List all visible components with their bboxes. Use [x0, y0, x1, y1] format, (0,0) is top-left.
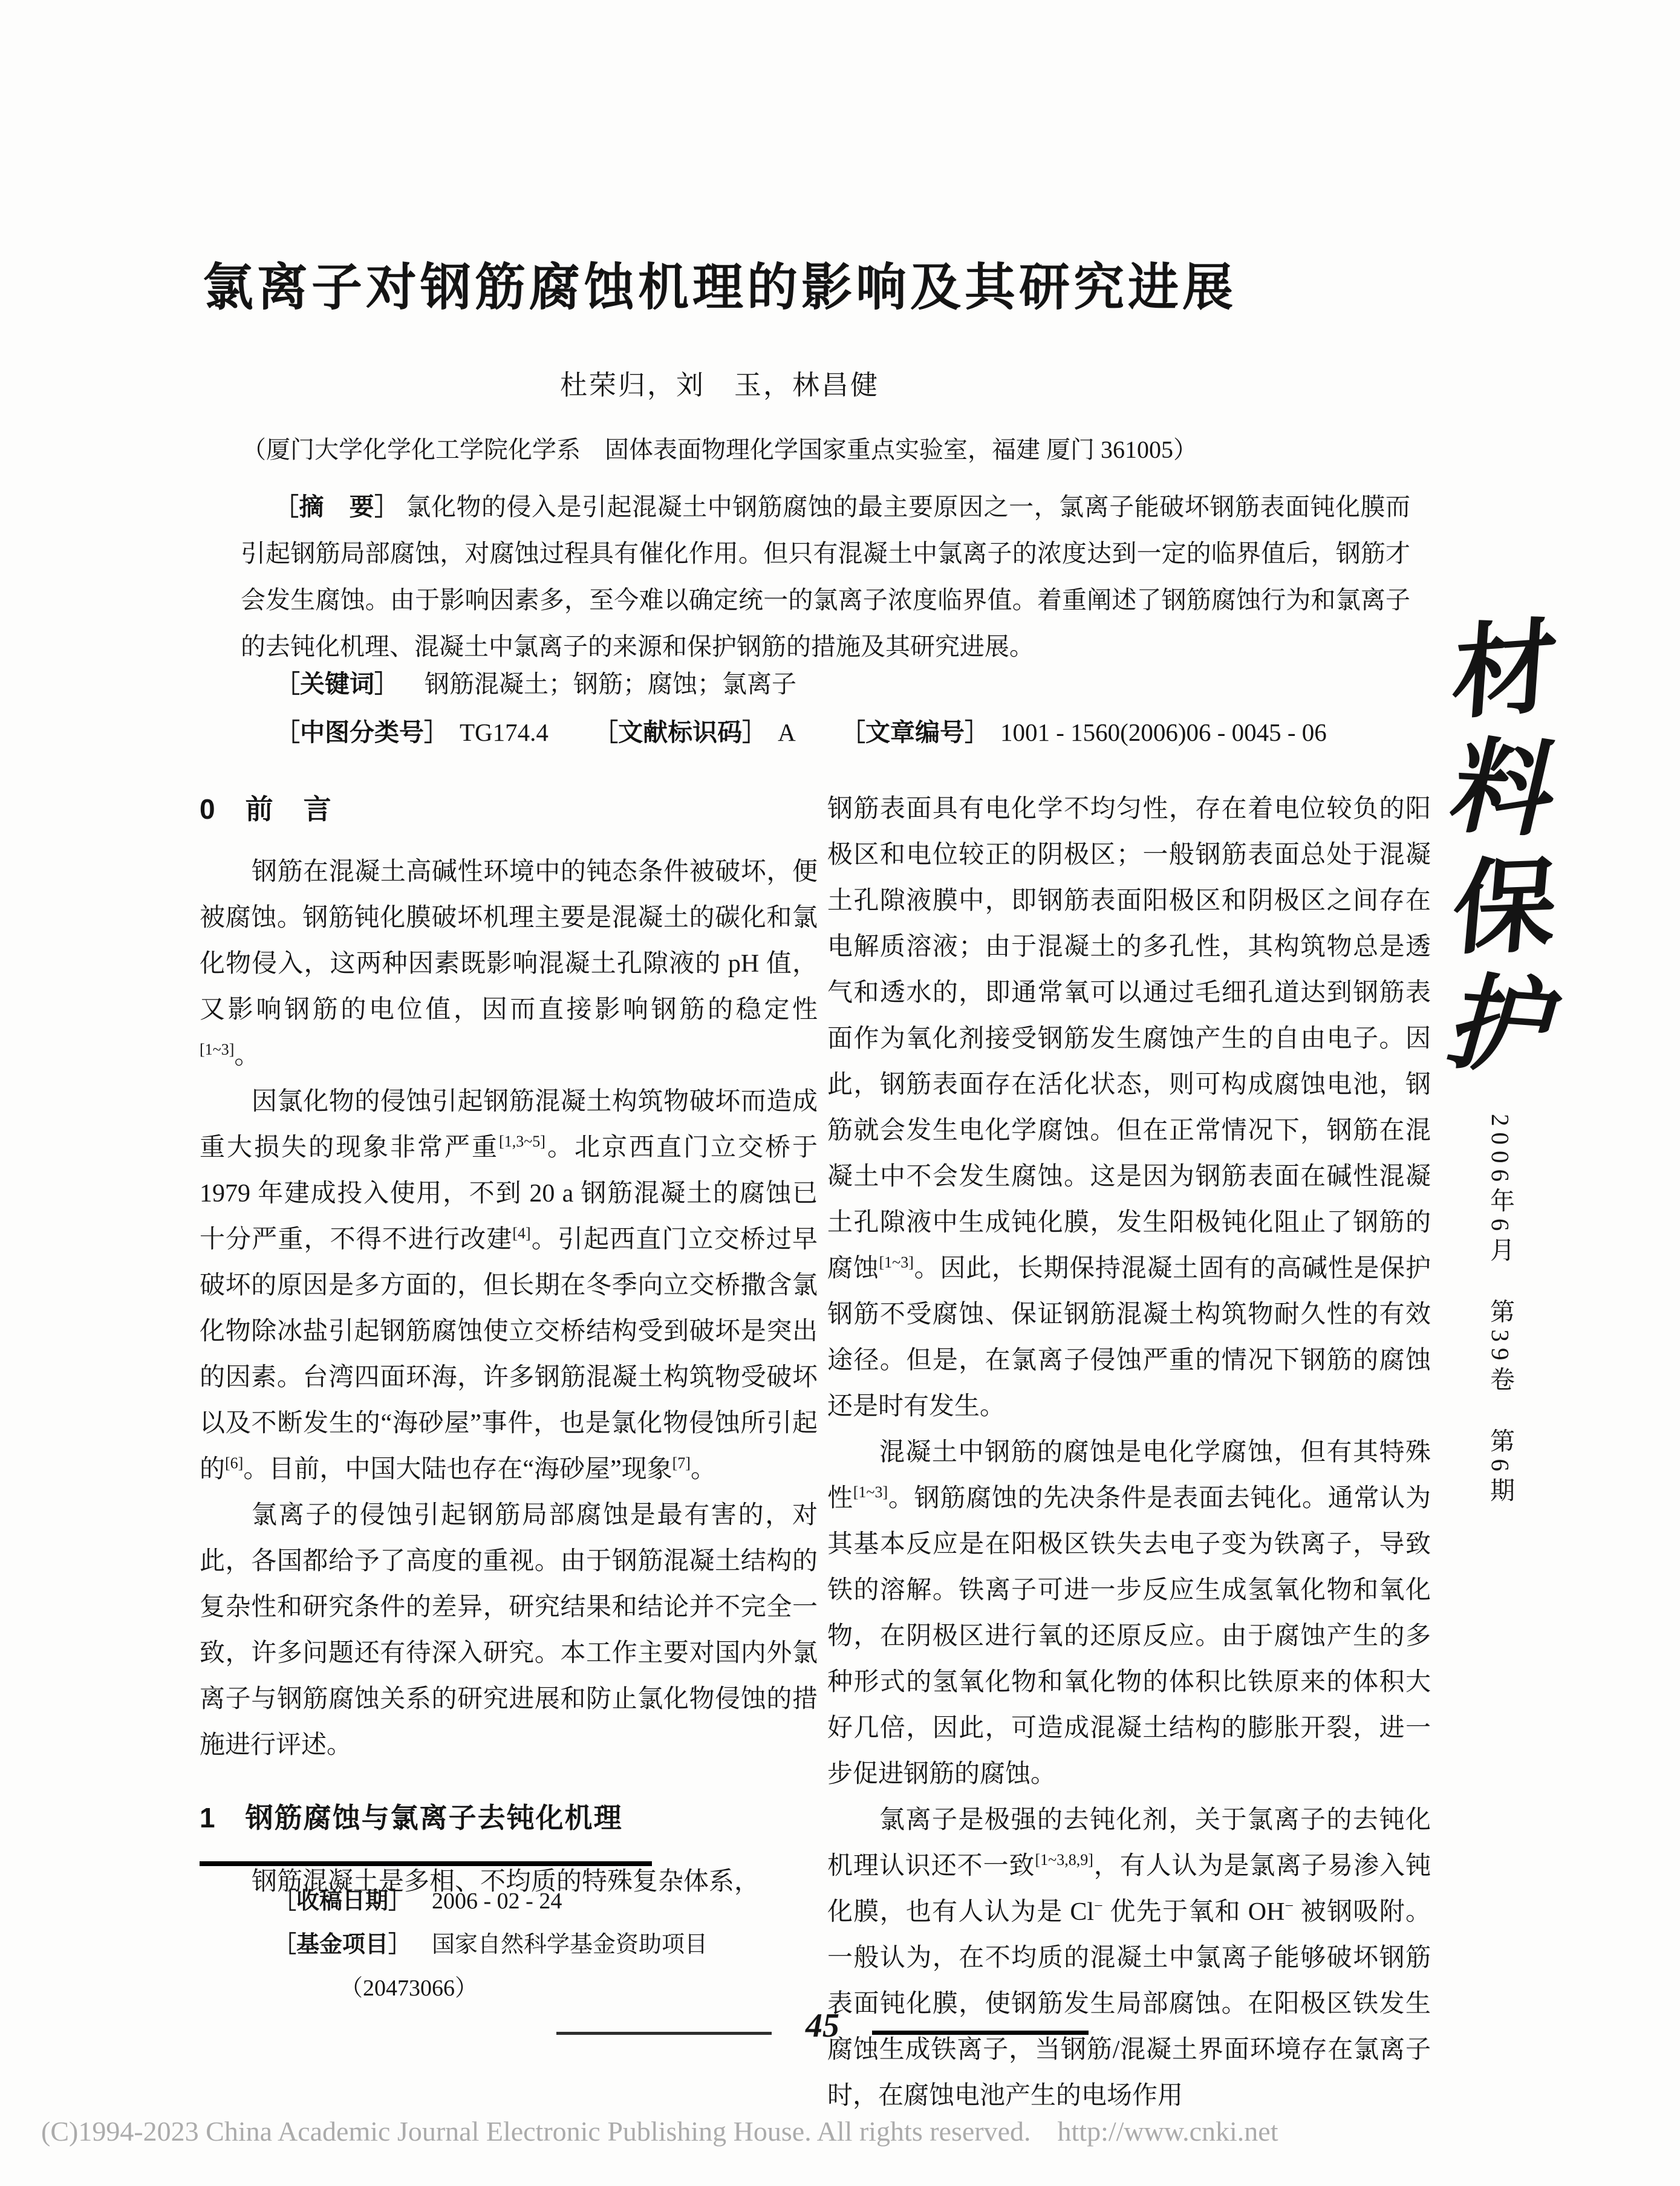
keywords-label: ［关键词］ [275, 670, 399, 698]
journal-char-1: 材 [1448, 611, 1561, 732]
page-number-rule-right [872, 2031, 1089, 2035]
page-number-rule-left [556, 2032, 772, 2035]
keywords-text: 钢筋混凝土；钢筋；腐蚀；氯离子 [425, 670, 796, 698]
left-paragraph-4: 钢筋混凝土是多相、不均质的特殊复杂体系， [252, 1868, 760, 1896]
cnki-url: http://www.cnki.net [1057, 2116, 1278, 2147]
issue-info-vertical: 2006年6月 第39卷 第6期 [1486, 1114, 1514, 1508]
doc-code-value: A [778, 718, 796, 746]
received-date-label: ［收稿日期］ [273, 1888, 412, 1914]
right-paragraph-2: 混凝土中钢筋的腐蚀是电化学腐蚀，但有其特殊性[1~3]。钢筋腐蚀的先决条件是表面去钝化。通常认为其基本反应是在阳极区铁失去电子变为铁离子，导致铁的溶解。铁离子可进一步反应生成氢氧化物和氧化物，在阴极区进行氧的还原反应。由于腐蚀产生的多种形式的氢氧化物和氧化物的体积比铁原来的体积大好几倍，因此，可造成混凝土结构的膨胀开裂，进一步促进钢筋的腐蚀。 [827, 1439, 1431, 1788]
keywords-line [275, 664, 1412, 700]
fund-line [200, 1923, 818, 1966]
affiliation-line: （厦门大学化学化工学院化学系 固体表面物理化学国家重点实验室，福建 厦门 361005） [242, 436, 1197, 463]
fund-label: ［基金项目］ [273, 1932, 412, 1957]
right-paragraph-1: 钢筋表面具有电化学不均匀性，存在着电位较负的阳极区和电位较正的阴极区；一般钢筋表面总处于混凝土孔隙液膜中，即钢筋表面阳极区和阴极区之间存在电解质溶液；由于混凝土的多孔性，其构筑物总是透气和透水的，即通常氧可以通过毛细孔道达到钢筋表面作为氧化剂接受钢筋发生腐蚀产生的自由电子。因此，钢筋表面存在活化状态，则可构成腐蚀电池，钢筋就会发生电化学腐蚀。但在正常情况下，钢筋在混凝土中不会发生腐蚀。这是因为钢筋表面在碱性混凝土孔隙液中生成钝化膜，发生阳极钝化阻止了钢筋的腐蚀[1~3]。因此，长期保持混凝土固有的高碱性是保护钢筋不受腐蚀、保证钢筋混凝土构筑物耐久性的有效途径。但是，在氯离子侵蚀严重的情况下钢筋的腐蚀还是时有发生。 [827, 795, 1431, 1420]
fund-number-line: （20473066） [340, 1976, 478, 2001]
article-id-value: 1001 - 1560(2006)06 - 0045 - 06 [1000, 718, 1327, 746]
left-paragraph-3: 氯离子的侵蚀引起钢筋局部腐蚀是最有害的，对此，各国都给予了高度的重视。由于钢筋混凝土结构的复杂性和研究条件的差异，研究结果和结论并不完全一致，许多问题还有待深入研究。本工作主要对国内外氯离子与钢筋腐蚀关系的研究进展和防止氯化物侵蚀的措施进行评述。 [200, 1501, 818, 1759]
page-title: 氯离子对钢筋腐蚀机理的影响及其研究进展 [202, 259, 1237, 316]
abstract-block [241, 484, 1410, 670]
fund-value: 国家自然科学基金资助项目 [432, 1932, 708, 1957]
footnote-block [200, 1861, 818, 2010]
left-column [200, 786, 818, 1905]
footnote-separator [200, 1861, 652, 1866]
authors-line: 杜荣归，刘 玉，林昌健 [559, 370, 879, 400]
journal-char-4: 护 [1437, 966, 1572, 1087]
received-date-value: 2006 - 02 - 24 [432, 1888, 562, 1914]
article-id-label: ［文章编号］ [841, 718, 990, 746]
left-paragraph-2: 因氯化物的侵蚀引起钢筋混凝土构筑物破坏而造成重大损失的现象非常严重[1,3~5]。北京西直门立交桥于 1979 年建成投入使用，不到 20 a 钢筋混凝土的腐蚀已十分严重，不得不进行改建[4]。引起西直门立交桥过早破坏的原因是多方面的，但长期在冬季向立交桥撒含氯化物除冰盐引起钢筋腐蚀使立交桥结构受到破坏是突出的因素。台湾四面环海，许多钢筋混凝土构筑物受破坏以及不断发生的“海砂屋”事件，也是氯化物侵蚀所引起的[6]。目前，中国大陆也存在“海砂屋”现象[7]。 [200, 1088, 818, 1483]
received-date-line [200, 1879, 818, 1923]
right-column [827, 786, 1431, 2119]
right-paragraph-3: 氯离子是极强的去钝化剂，关于氯离子的去钝化机理认识还不一致[1~3,8,9]，有人认为是氯离子易渗入钝化膜，也有人认为是 Cl− 优先于氧和 OH− 被钢吸附。一般认为，在不均质的混凝土中氯离子能够破坏钢筋表面钝化膜，使钢筋发生局部腐蚀。在阳极区铁发生腐蚀生成铁离子，当钢筋/混凝土界面环境存在氯离子时，在腐蚀电池产生的电场作用 [827, 1806, 1431, 2110]
copyright-text: (C)1994-2023 China Academic Journal Electronic Publishing House. All rights reserved. [41, 2116, 1031, 2147]
clc-value: TG174.4 [460, 718, 549, 746]
left-paragraph-1: 钢筋在混凝土高碱性环境中的钝态条件被破坏，便被腐蚀。钢筋钝化膜破坏机理主要是混凝土的碳化和氯化物侵入，这两种因素既影响混凝土孔隙液的 pH 值，又影响钢筋的电位值，因而直接影响钢筋的稳定性[1~3]。 [200, 858, 818, 1070]
copyright-line [41, 2115, 1432, 2147]
section-0-heading: 0 前 言 [200, 793, 333, 825]
meta-line [275, 712, 1424, 748]
page-number: 45 [806, 2007, 839, 2044]
abstract-label: ［摘 要］ [274, 493, 400, 521]
doc-code-label: ［文献标识码］ [593, 718, 767, 746]
journal-char-2: 料 [1441, 730, 1569, 850]
clc-label: ［中图分类号］ [275, 718, 449, 746]
journal-name-calligraphy [1437, 611, 1572, 1087]
journal-char-3: 保 [1448, 850, 1561, 967]
section-1-heading: 1 钢筋腐蚀与氯离子去钝化机理 [200, 1802, 623, 1833]
abstract-text: 氯化物的侵入是引起混凝土中钢筋腐蚀的最主要原因之一，氯离子能破坏钢筋表面钝化膜而引起钢筋局部腐蚀，对腐蚀过程具有催化作用。但只有混凝土中氯离子的浓度达到一定的临界值后，钢筋才会发生腐蚀。由于影响因素多，至今难以确定统一的氯离子浓度临界值。着重阐述了钢筋腐蚀行为和氯离子的去钝化机理、混凝土中氯离子的来源和保护钢筋的措施及其研究进展。 [241, 493, 1411, 660]
